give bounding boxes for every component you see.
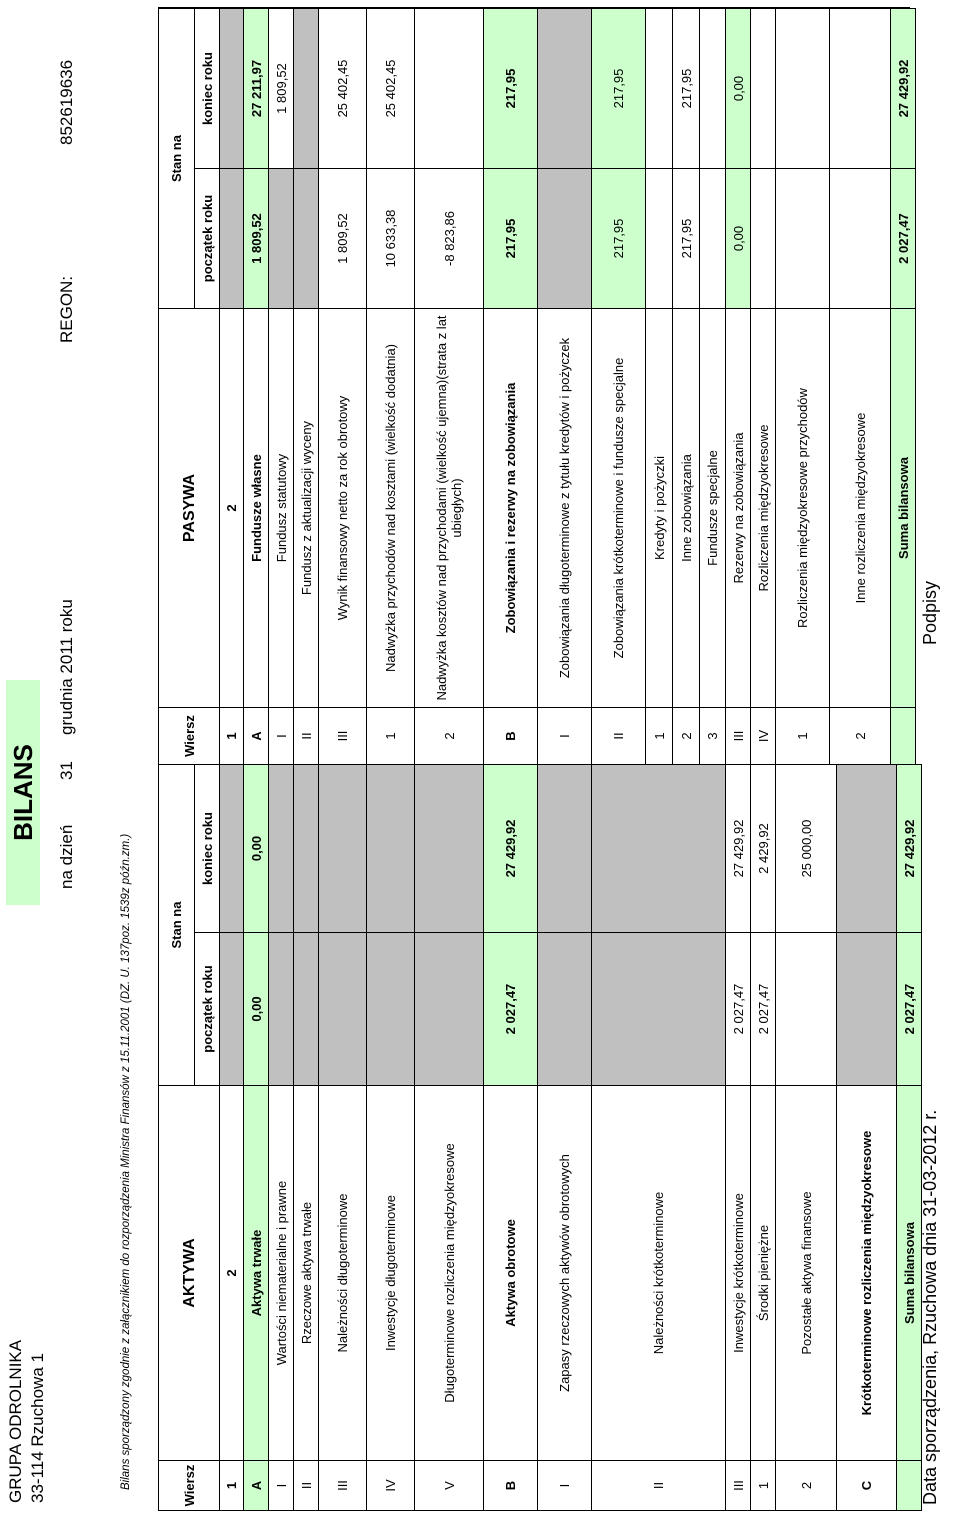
pasywa-num-2: 2: [220, 309, 244, 708]
pasywa-row-end: 0,00: [726, 9, 751, 169]
pasywa-row-end: [294, 9, 319, 169]
aktywa-row-start: [367, 933, 415, 1086]
aktywa-row-code: B: [484, 1461, 538, 1511]
aktywa-row-end: 27 429,92: [484, 765, 538, 933]
pasywa-row-start: [830, 169, 891, 309]
pasywa-row-code: IV: [751, 708, 776, 765]
aktywa-row-code: V: [415, 1461, 484, 1511]
pasywa-total-code: [891, 708, 916, 765]
pasywa-row-label: Rozliczenia międzyokresowe: [751, 309, 776, 708]
date-rest: grudnia 2011 roku: [57, 599, 76, 735]
pasywa-col-title: PASYWA: [159, 309, 220, 708]
pasywa-row-label: Zobowiązania długoterminowe z tytułu kredytów i pożyczek: [538, 309, 592, 708]
aktywa-row-label: Aktywa obrotowe: [484, 1086, 538, 1461]
pasywa-row-label: Zobowiązania krótkoterminowe i fundusze specjalne: [592, 309, 646, 708]
pasywa-total-start: 2 027,47: [891, 169, 916, 309]
aktywa-total-start: 2 027,47: [897, 933, 922, 1086]
date-prefix: na dzień: [57, 824, 76, 889]
aktywa-row-code: III: [726, 1461, 751, 1511]
pasywa-row-start: 1 809,52: [319, 169, 367, 309]
aktywa-row-code: I: [269, 1461, 294, 1511]
pasywa-row-code: 2: [673, 708, 700, 765]
pasywa-row-start: 217,95: [673, 169, 700, 309]
pasywa-row-code: A: [244, 708, 269, 765]
pasywa-row-start: 217,95: [592, 169, 646, 309]
aktywa-row-end: [837, 765, 897, 933]
pasywa-row-label: Inne rozliczenia międzyokresowe: [830, 309, 891, 708]
aktywa-row-start: 2 027,47: [726, 933, 751, 1086]
regon-value: 852619636: [57, 59, 76, 145]
aktywa-row-label: Inwestycje krótkoterminowe: [726, 1086, 751, 1461]
pasywa-row-code: 3: [700, 708, 726, 765]
aktywa-row-end: [415, 765, 484, 933]
pasywa-num-blank: [220, 9, 244, 169]
pasywa-num-blank: [220, 169, 244, 309]
pasywa-row-label: Nadwyżka kosztów nad przychodami (wielkość ujemna)(strata z lat ubiegłych): [415, 309, 484, 708]
aktywa-col-wiersz: Wiersz: [159, 1461, 220, 1511]
aktywa-row-label: Inwestycje długoterminowe: [367, 1086, 415, 1461]
pasywa-col-stan: Stan na: [159, 9, 195, 309]
pasywa-row-end: 217,95: [484, 9, 538, 169]
pasywa-row-start: 217,95: [484, 169, 538, 309]
pasywa-row-end: [415, 9, 484, 169]
aktywa-row-start: 2 027,47: [751, 933, 776, 1086]
pasywa-row-end: [751, 9, 776, 169]
aktywa-num-2: 2: [220, 1086, 244, 1461]
pasywa-row-code: I: [269, 708, 294, 765]
pasywa-row-end: 1 809,52: [269, 9, 294, 169]
pasywa-row-code: 2: [830, 708, 891, 765]
aktywa-row-start: [538, 933, 592, 1086]
aktywa-row-start: 0,00: [244, 933, 269, 1086]
aktywa-row-label: Krótkoterminowe rozliczenia międzyokresowe: [837, 1086, 897, 1461]
aktywa-row-end: [269, 765, 294, 933]
aktywa-num-blank: [220, 933, 244, 1086]
aktywa-num-blank: [220, 765, 244, 933]
aktywa-row-label: Aktywa trwałe: [244, 1086, 269, 1461]
pasywa-row-start: [776, 169, 830, 309]
pasywa-row-end: 217,95: [592, 9, 646, 169]
pasywa-row-start: [751, 169, 776, 309]
aktywa-col-stan: Stan na: [159, 765, 195, 1086]
aktywa-col-end: koniec roku: [195, 765, 220, 933]
aktywa-row-start: 2 027,47: [484, 933, 538, 1086]
pasywa-row-label: Rezerwy na zobowiązania: [726, 309, 751, 708]
aktywa-row-start: [415, 933, 484, 1086]
pasywa-row-code: II: [592, 708, 646, 765]
pasywa-col-start: początek roku: [195, 169, 220, 309]
aktywa-row-start: [776, 933, 837, 1086]
document-title: BILANS: [6, 680, 40, 905]
pasywa-num-1: 1: [220, 708, 244, 765]
pasywa-row-start: [538, 169, 592, 309]
pasywa-row-code: 1: [646, 708, 673, 765]
aktywa-row-label: Długoterminowe rozliczenia międzyokresowe: [415, 1086, 484, 1461]
pasywa-row-label: Rozliczenia międzyokresowe przychodów: [776, 309, 830, 708]
pasywa-row-label: Fundusze specjalne: [700, 309, 726, 708]
aktywa-row-code: III: [319, 1461, 367, 1511]
aktywa-row-end: [538, 765, 592, 933]
signatures-label: Podpisy: [920, 580, 940, 645]
pasywa-row-label: Kredyty i pożyczki: [646, 309, 673, 708]
aktywa-row-start: [319, 933, 367, 1086]
pasywa-row-start: [294, 169, 319, 309]
aktywa-row-code: II: [592, 1461, 726, 1511]
org-name: GRUPA ODROLNIKA: [6, 1339, 25, 1503]
pasywa-col-wiersz: Wiersz: [159, 708, 220, 765]
aktywa-total-code: [897, 1461, 922, 1511]
pasywa-row-end: [538, 9, 592, 169]
pasywa-row-end: 27 211,97: [244, 9, 269, 169]
aktywa-row-code: IV: [367, 1461, 415, 1511]
aktywa-row-label: Pozostałe aktywa finansowe: [776, 1086, 837, 1461]
date-place: Data sporządzenia, Rzuchowa dnia 31-03-2012 r.: [920, 1109, 940, 1505]
pasywa-col-end: koniec roku: [195, 9, 220, 169]
pasywa-row-code: II: [294, 708, 319, 765]
pasywa-row-code: 1: [367, 708, 415, 765]
aktywa-row-label: Środki pieniężne: [751, 1086, 776, 1461]
aktywa-row-end: 25 000,00: [776, 765, 837, 933]
pasywa-row-label: Inne zobowiązania: [673, 309, 700, 708]
pasywa-row-code: III: [319, 708, 367, 765]
pasywa-row-code: I: [538, 708, 592, 765]
pasywa-row-start: 10 633,38: [367, 169, 415, 309]
pasywa-row-label: Fundusz statutowy: [269, 309, 294, 708]
aktywa-row-start: [294, 933, 319, 1086]
aktywa-row-end: [592, 765, 726, 933]
pasywa-row-code: 1: [776, 708, 830, 765]
pasywa-row-end: 25 402,45: [319, 9, 367, 169]
pasywa-row-end: [830, 9, 891, 169]
pasywa-row-start: 1 809,52: [244, 169, 269, 309]
aktywa-row-label: Należności krótkoterminowe: [592, 1086, 726, 1461]
aktywa-row-start: [837, 933, 897, 1086]
pasywa-row-end: [700, 9, 726, 169]
aktywa-col-start: początek roku: [195, 933, 220, 1086]
aktywa-row-end: [319, 765, 367, 933]
aktywa-col-title: AKTYWA: [159, 1086, 220, 1461]
aktywa-row-code: 1: [751, 1461, 776, 1511]
pasywa-row-label: Wynik finansowy netto za rok obrotowy: [319, 309, 367, 708]
aktywa-row-end: 0,00: [244, 765, 269, 933]
aktywa-row-end: [367, 765, 415, 933]
legal-note: Bilans sporządzony zgodnie z załącznikiem do rozporządzenia Ministra Finansów z 15.11.2001 (DZ. U. 137poz. 1539z późn.zm.): [120, 833, 132, 1490]
aktywa-table: [158, 764, 922, 1511]
aktywa-total-end: 27 429,92: [897, 765, 922, 933]
pasywa-row-start: [646, 169, 673, 309]
pasywa-row-start: [700, 169, 726, 309]
aktywa-row-code: 2: [776, 1461, 837, 1511]
pasywa-row-end: 25 402,45: [367, 9, 415, 169]
org-address: 33-114 Rzuchowa 1: [28, 1353, 47, 1503]
pasywa-row-start: 0,00: [726, 169, 751, 309]
aktywa-row-end: [294, 765, 319, 933]
date-day: 31: [57, 761, 76, 780]
pasywa-row-code: B: [484, 708, 538, 765]
aktywa-row-label: Rzeczowe aktywa trwałe: [294, 1086, 319, 1461]
pasywa-row-end: [646, 9, 673, 169]
pasywa-row-start: [269, 169, 294, 309]
aktywa-row-code: A: [244, 1461, 269, 1511]
pasywa-row-end: 217,95: [673, 9, 700, 169]
pasywa-row-label: Nadwyżka przychodów nad kosztami (wielkość dodatnia): [367, 309, 415, 708]
pasywa-total-end: 27 429,92: [891, 9, 916, 169]
pasywa-row-code: III: [726, 708, 751, 765]
pasywa-row-label: Fundusz z aktualizacji wyceny: [294, 309, 319, 708]
pasywa-total-label: Suma bilansowa: [891, 309, 916, 708]
aktywa-row-code: II: [294, 1461, 319, 1511]
pasywa-row-start: -8 823,86: [415, 169, 484, 309]
aktywa-row-end: 27 429,92: [726, 765, 751, 933]
aktywa-total-label: Suma bilansowa: [897, 1086, 922, 1461]
pasywa-table: [158, 8, 916, 765]
aktywa-row-start: [592, 933, 726, 1086]
aktywa-row-code: I: [538, 1461, 592, 1511]
aktywa-num-1: 1: [220, 1461, 244, 1511]
aktywa-row-start: [269, 933, 294, 1086]
pasywa-row-code: 2: [415, 708, 484, 765]
aktywa-row-label: Wartości niematerialne i prawne: [269, 1086, 294, 1461]
aktywa-row-end: 2 429,92: [751, 765, 776, 933]
aktywa-row-label: Zapasy rzeczowych aktywów obrotowych: [538, 1086, 592, 1461]
pasywa-row-label: Zobowiązania i rezerwy na zobowiązania: [484, 309, 538, 708]
aktywa-row-code: C: [837, 1461, 897, 1511]
regon-label: REGON:: [57, 275, 76, 343]
aktywa-row-label: Należności długoterminowe: [319, 1086, 367, 1461]
pasywa-row-end: [776, 9, 830, 169]
pasywa-row-label: Fundusze własne: [244, 309, 269, 708]
